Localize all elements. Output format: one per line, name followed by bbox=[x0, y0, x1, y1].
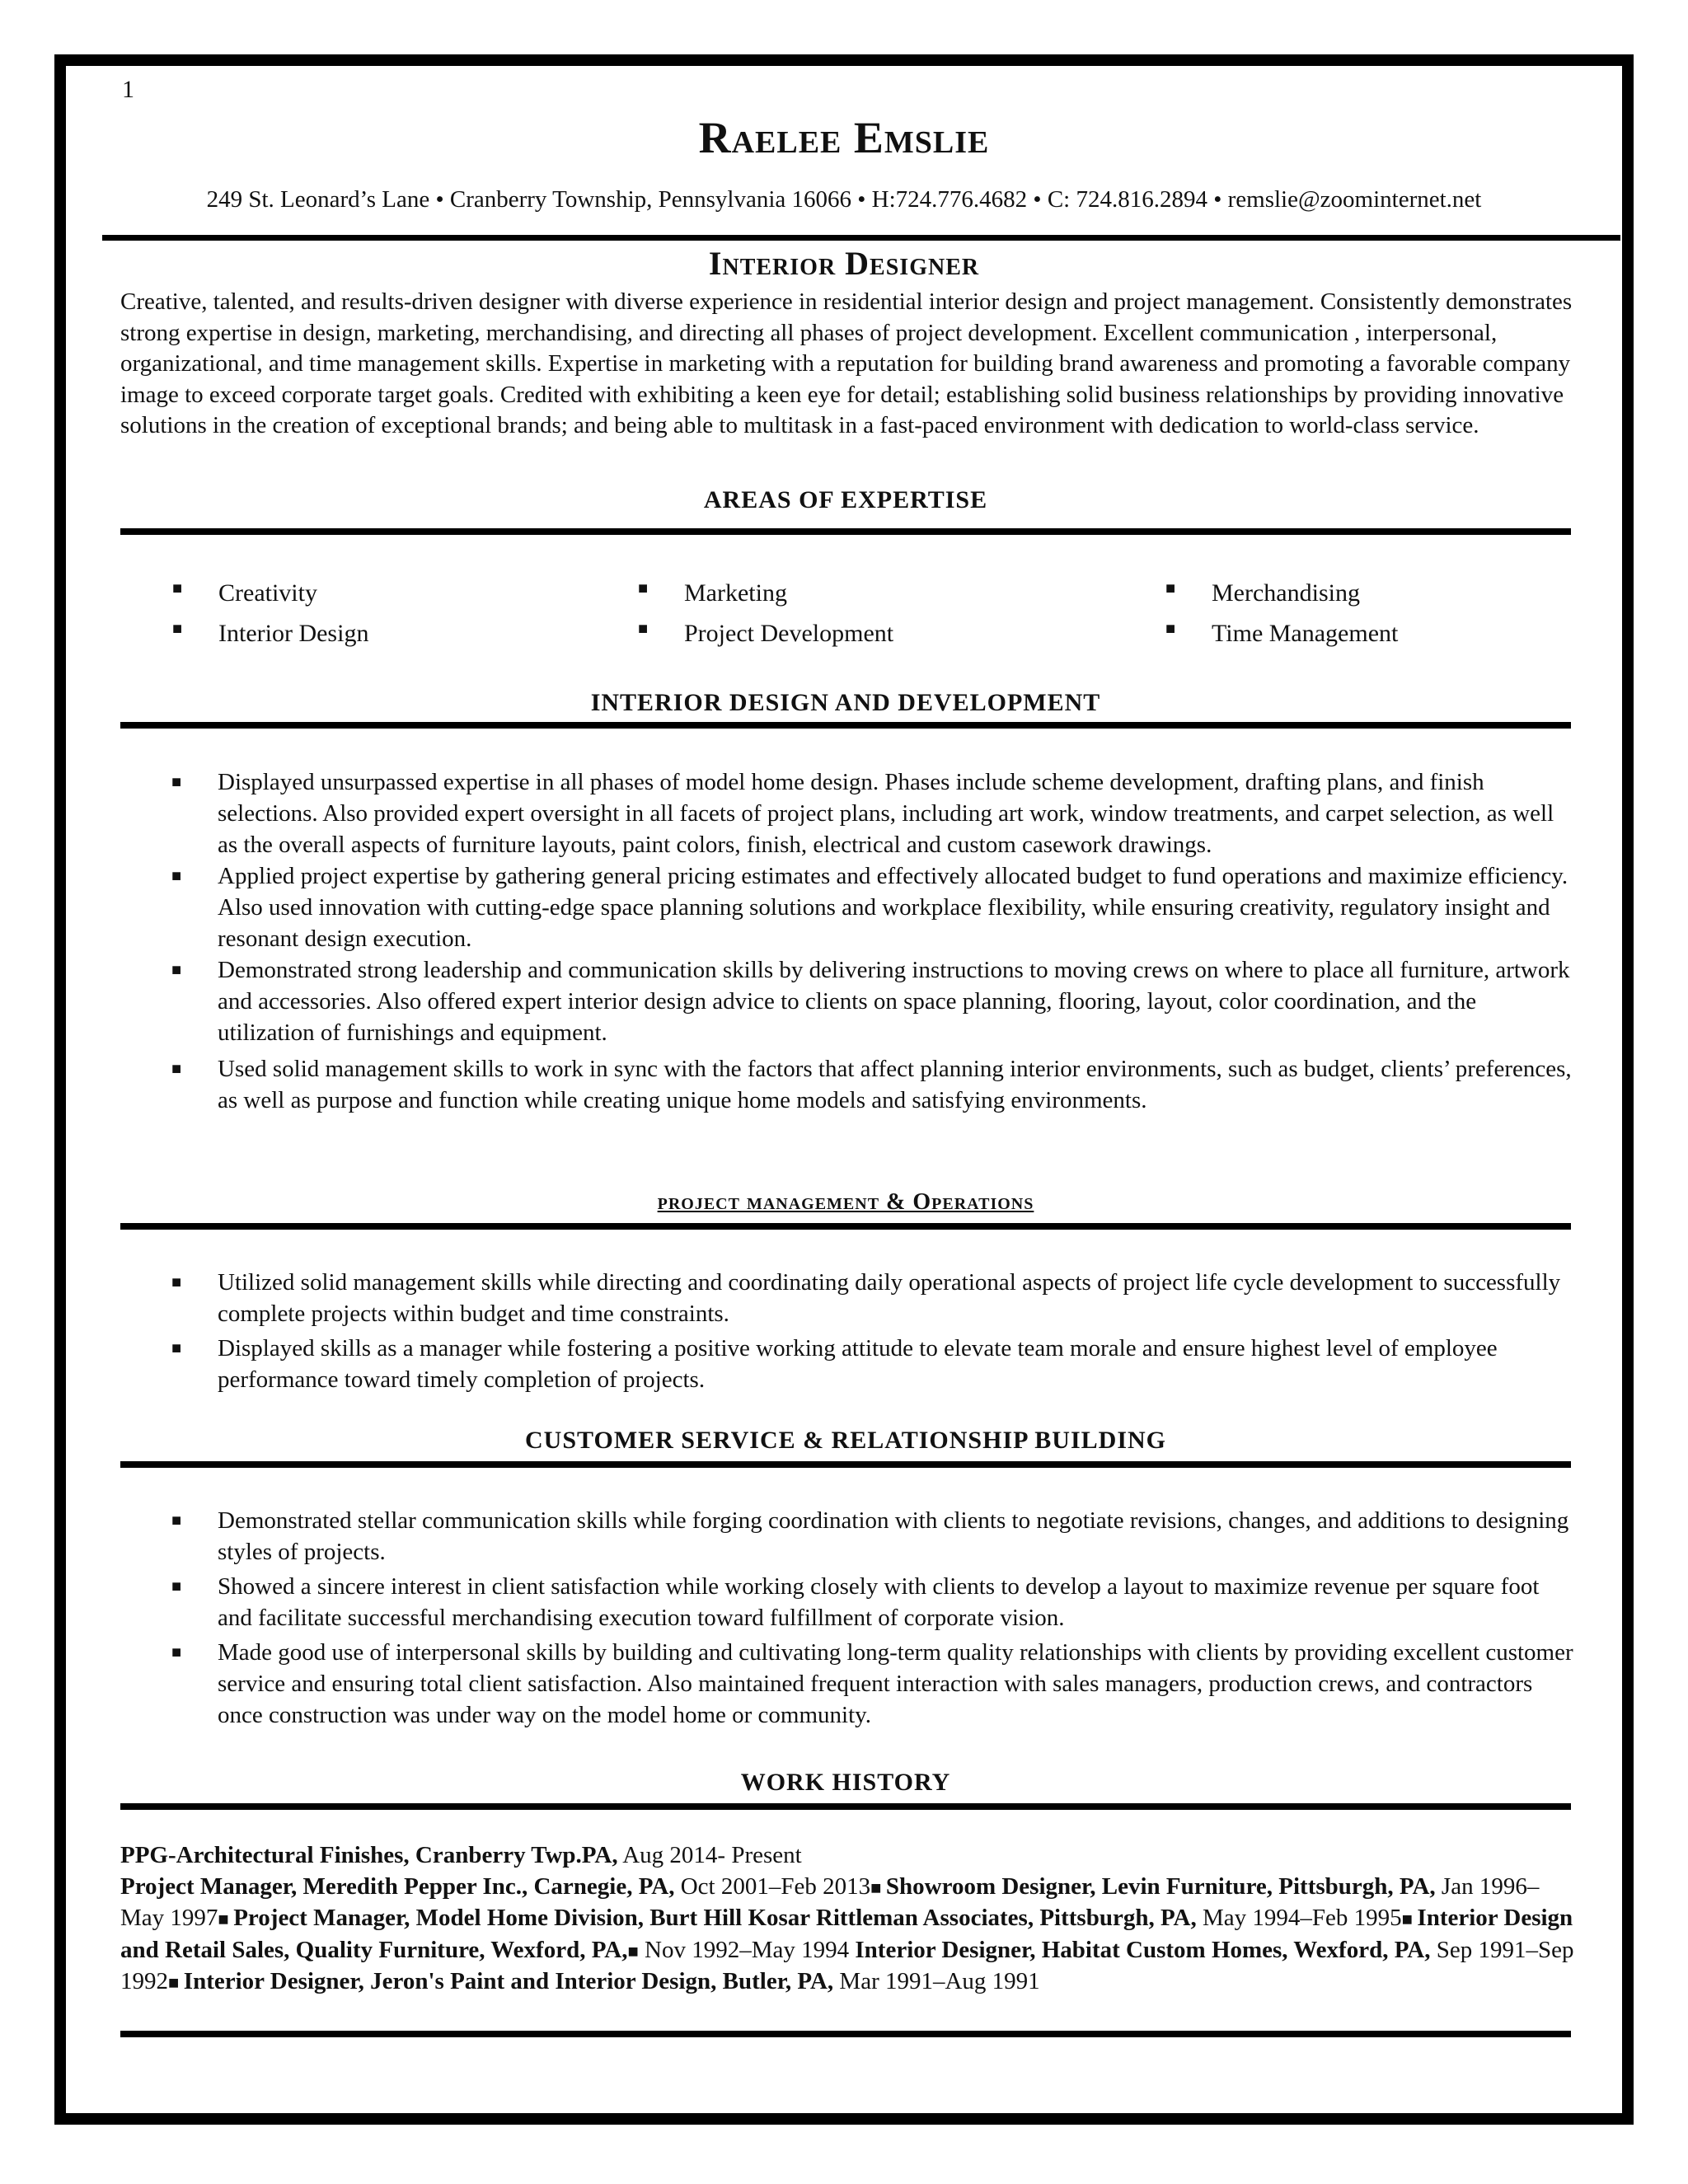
work-entry: Interior Design and Retail Sales, Quality Furniture, Wexford, PA,■ Nov 1992–May 1994 bbox=[120, 1905, 1573, 1963]
expertise-item: ■ Time Management bbox=[1165, 620, 1399, 647]
work-entry: Interior Designer, Habitat Custom Homes, Wexford, PA, Sep 1991–Sep 1992 bbox=[120, 1936, 1574, 1994]
separator-icon: ■ bbox=[1401, 1909, 1418, 1929]
bullet-icon: ■ bbox=[172, 620, 183, 638]
list-item: ■ Made good use of interpersonal skills by building and cultivating long-term quality relationships with clients by providing excellent customer service and ensuring total client satisfaction. Also maintained frequent interaction with sales managers, production crews, and contractors once construction was under way on the model home or community. bbox=[218, 1637, 1578, 1731]
work-history-list bbox=[120, 1840, 1579, 1999]
list-item: ■ Demonstrated stellar communication skills while forging coordination with clients to negotiate revisions, changes, and additions to designing styles of projects. bbox=[218, 1505, 1578, 1568]
job-title: Interior Designer bbox=[708, 245, 980, 282]
separator-icon: ■ bbox=[870, 1877, 886, 1898]
separator-icon: ■ bbox=[168, 1972, 184, 1993]
professional-summary: Creative, talented, and results-driven designer with diverse experience in residential interior design and project management. Consistently demonstrates strong expertise in design, marketing, merchandising, and directing all phases of project development. Excellent communication , interpersonal, organizational, and time management skills. Expertise in marketing with a reputation for building brand awareness and promoting a favorable company image to exceed corporate target goals. Credited with exhibiting a keen eye for detail; establishing solid business relationships by providing innovative solutions in the creation of exceptional brands; and being able to multitask in a fast-paced environment with dedication to world-class service. bbox=[120, 288, 1573, 438]
work-history-heading: WORK HISTORY bbox=[740, 1769, 951, 1796]
bullet-icon: ■ bbox=[171, 1339, 182, 1357]
expertise-item: ■ Marketing bbox=[638, 579, 787, 607]
bullet-icon: ■ bbox=[171, 867, 182, 885]
list-item: ■ Displayed skills as a manager while fostering a positive working attitude to elevate team morale and ensure highest level of employee performance toward timely completion of projects. bbox=[218, 1333, 1578, 1395]
expertise-item: ■ Project Development bbox=[638, 620, 894, 647]
expertise-item: ■ Creativity bbox=[172, 579, 317, 607]
bullet-icon: ■ bbox=[638, 579, 649, 598]
project-management-list bbox=[171, 1267, 1578, 1395]
expertise-heading: AREAS OF EXPERTISE bbox=[703, 486, 988, 513]
page-number: 1 bbox=[122, 76, 134, 103]
design-development-heading: INTERIOR DESIGN AND DEVELOPMENT bbox=[590, 689, 1101, 716]
work-entry: Project Manager, Model Home Division, Burt Hill Kosar Rittleman Associates, Pittsburgh, PA, May 1994–Feb 1995 bbox=[233, 1905, 1402, 1931]
customer-service-divider bbox=[120, 1461, 1571, 1468]
bullet-icon: ■ bbox=[171, 1511, 182, 1530]
work-entry: PPG-Architectural Finishes, Cranberry Twp.PA, Aug 2014- Present bbox=[120, 1842, 802, 1868]
separator-icon: ■ bbox=[627, 1940, 639, 1961]
design-development-divider bbox=[120, 722, 1571, 729]
bullet-icon: ■ bbox=[1165, 579, 1176, 598]
design-development-list bbox=[171, 766, 1578, 1116]
work-entry: Project Manager, Meredith Pepper Inc., Carnegie, PA, Oct 2001–Feb 2013 bbox=[120, 1872, 871, 1900]
work-entry: Interior Designer, Jeron's Paint and Interior Design, Butler, PA, Mar 1991–Aug 1991 bbox=[183, 1968, 1040, 1994]
header-divider bbox=[102, 235, 1620, 241]
work-history-divider bbox=[120, 1803, 1571, 1810]
project-management-divider bbox=[120, 1223, 1571, 1230]
work-entry: Showroom Designer, Levin Furniture, Pittsburgh, PA, Jan 1996–May 1997 bbox=[120, 1872, 1540, 1931]
bullet-icon: ■ bbox=[171, 1273, 182, 1291]
bullet-icon: ■ bbox=[171, 1060, 182, 1078]
list-item: ■ Displayed unsurpassed expertise in all phases of model home design. Phases include scheme development, drafting plans, and finish selections. Also provided expert oversight in all facets of project plans, including art work, window treatments, and carpet selection, as well as the overall aspects of furniture layouts, paint colors, finish, electrical and custom casework drawings. bbox=[218, 766, 1578, 860]
list-item: ■ Utilized solid management skills while directing and coordinating daily operational aspects of project life cycle development to successfully complete projects within budget and time constraints. bbox=[218, 1267, 1578, 1329]
bullet-icon: ■ bbox=[638, 620, 649, 638]
bullet-icon: ■ bbox=[1165, 620, 1176, 638]
bullet-icon: ■ bbox=[171, 1577, 182, 1596]
bullet-icon: ■ bbox=[171, 1643, 182, 1661]
list-item: ■ Used solid management skills to work in sync with the factors that affect planning interior environments, such as budget, clients’ preferences, as well as purpose and function while creating unique home models and satisfying environments. bbox=[218, 1053, 1578, 1116]
expertise-divider bbox=[120, 528, 1571, 535]
list-item: ■ Showed a sincere interest in client satisfaction while working closely with clients to develop a layout to maximize revenue per square foot and facilitate successful merchandising execution toward fulfillment of corporate vision. bbox=[218, 1571, 1578, 1633]
contact-line: 249 St. Leonard’s Lane • Cranberry Township, Pennsylvania 16066 • H:724.776.4682 • C: 724.816.2894 • remslie@zoominternet.net bbox=[206, 186, 1482, 213]
list-item: ■ Demonstrated strong leadership and communication skills by delivering instructions to moving crews on where to place all furniture, artwork and accessories. Also offered expert interior design advice to clients on space planning, flooring, layout, color coordination, and the utilization of furnishings and equipment. bbox=[218, 954, 1578, 1048]
bullet-icon: ■ bbox=[171, 961, 182, 979]
customer-service-list bbox=[171, 1505, 1578, 1731]
list-item: ■ Applied project expertise by gathering general pricing estimates and effectively allocated budget to fund operations and maximize efficiency. Also used innovation with cutting-edge space planning solutions and workplace flexibility, while ensuring creativity, regulatory insight and resonant design execution. bbox=[218, 860, 1578, 954]
bullet-icon: ■ bbox=[172, 579, 183, 598]
separator-icon: ■ bbox=[218, 1909, 234, 1929]
project-management-heading: project management & Operations bbox=[657, 1189, 1034, 1215]
expertise-item: ■ Merchandising bbox=[1165, 579, 1360, 607]
expertise-item: ■ Interior Design bbox=[172, 620, 369, 647]
candidate-name: Raelee Emslie bbox=[698, 113, 990, 162]
bullet-icon: ■ bbox=[171, 773, 182, 791]
footer-divider bbox=[120, 2031, 1571, 2037]
customer-service-heading: CUSTOMER SERVICE & RELATIONSHIP BUILDING bbox=[525, 1427, 1166, 1454]
